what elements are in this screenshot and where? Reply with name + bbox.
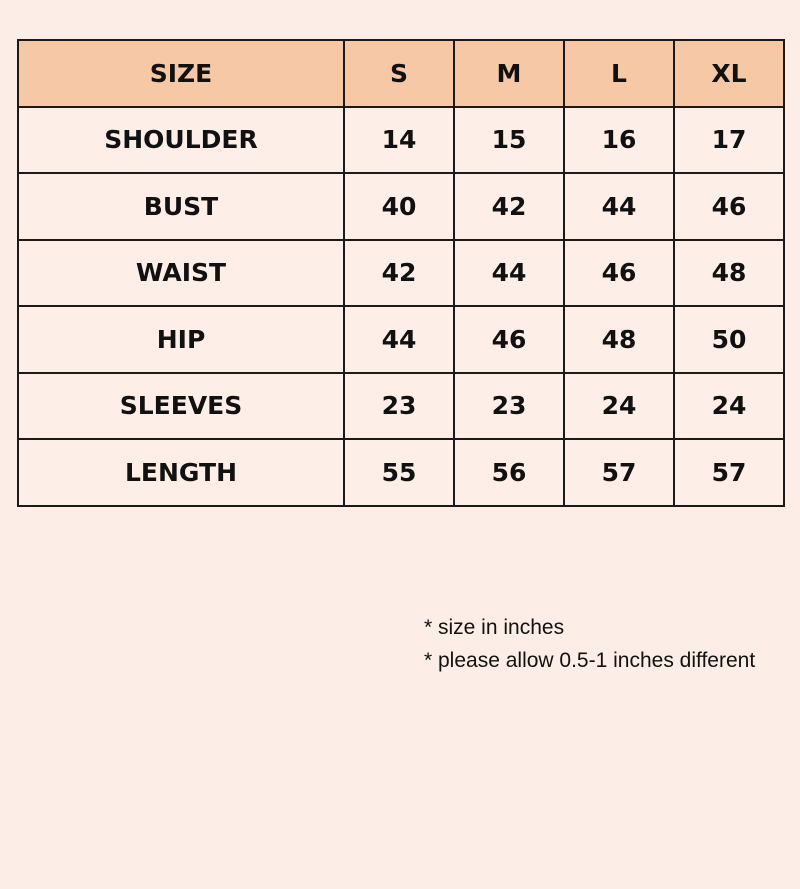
- table-cell: 44: [454, 240, 564, 307]
- table-cell: 57: [674, 439, 784, 506]
- table-cell: 46: [674, 173, 784, 240]
- table-row-length: [18, 439, 784, 506]
- table-cell: 24: [674, 373, 784, 440]
- table-cell: 23: [344, 373, 454, 440]
- row-label: SHOULDER: [18, 107, 344, 174]
- row-label: HIP: [18, 306, 344, 373]
- table-cell: 46: [564, 240, 674, 307]
- table-row-waist: [18, 240, 784, 307]
- table-row-bust: [18, 173, 784, 240]
- table-cell: 44: [344, 306, 454, 373]
- table-cell: 46: [454, 306, 564, 373]
- row-label: WAIST: [18, 240, 344, 307]
- table-cell: 44: [564, 173, 674, 240]
- table-cell: 48: [674, 240, 784, 307]
- table-cell: 56: [454, 439, 564, 506]
- table-cell: 57: [564, 439, 674, 506]
- table-cell: 55: [344, 439, 454, 506]
- table-cell: 14: [344, 107, 454, 174]
- row-label: SLEEVES: [18, 373, 344, 440]
- table-row-shoulder: [18, 107, 784, 174]
- header-cell-size: SIZE: [18, 40, 344, 107]
- note-size-in-inches: * size in inches: [424, 616, 565, 639]
- header-row: [18, 40, 784, 107]
- table-cell: 40: [344, 173, 454, 240]
- footnotes: [424, 611, 755, 677]
- header-cell-l: L: [564, 40, 674, 107]
- table-cell: 42: [454, 173, 564, 240]
- table-cell: 16: [564, 107, 674, 174]
- table-cell: 23: [454, 373, 564, 440]
- table-cell: 42: [344, 240, 454, 307]
- size-chart-table: [17, 39, 785, 507]
- table-row-hip: [18, 306, 784, 373]
- header-cell-s: S: [344, 40, 454, 107]
- table-cell: 15: [454, 107, 564, 174]
- row-label: BUST: [18, 173, 344, 240]
- header-cell-xl: XL: [674, 40, 784, 107]
- table-cell: 17: [674, 107, 784, 174]
- note-tolerance: * please allow 0.5-1 inches different: [424, 649, 756, 672]
- row-label: LENGTH: [18, 439, 344, 506]
- table-cell: 48: [564, 306, 674, 373]
- header-cell-m: M: [454, 40, 564, 107]
- table-row-sleeves: [18, 373, 784, 440]
- table-cell: 24: [564, 373, 674, 440]
- table-cell: 50: [674, 306, 784, 373]
